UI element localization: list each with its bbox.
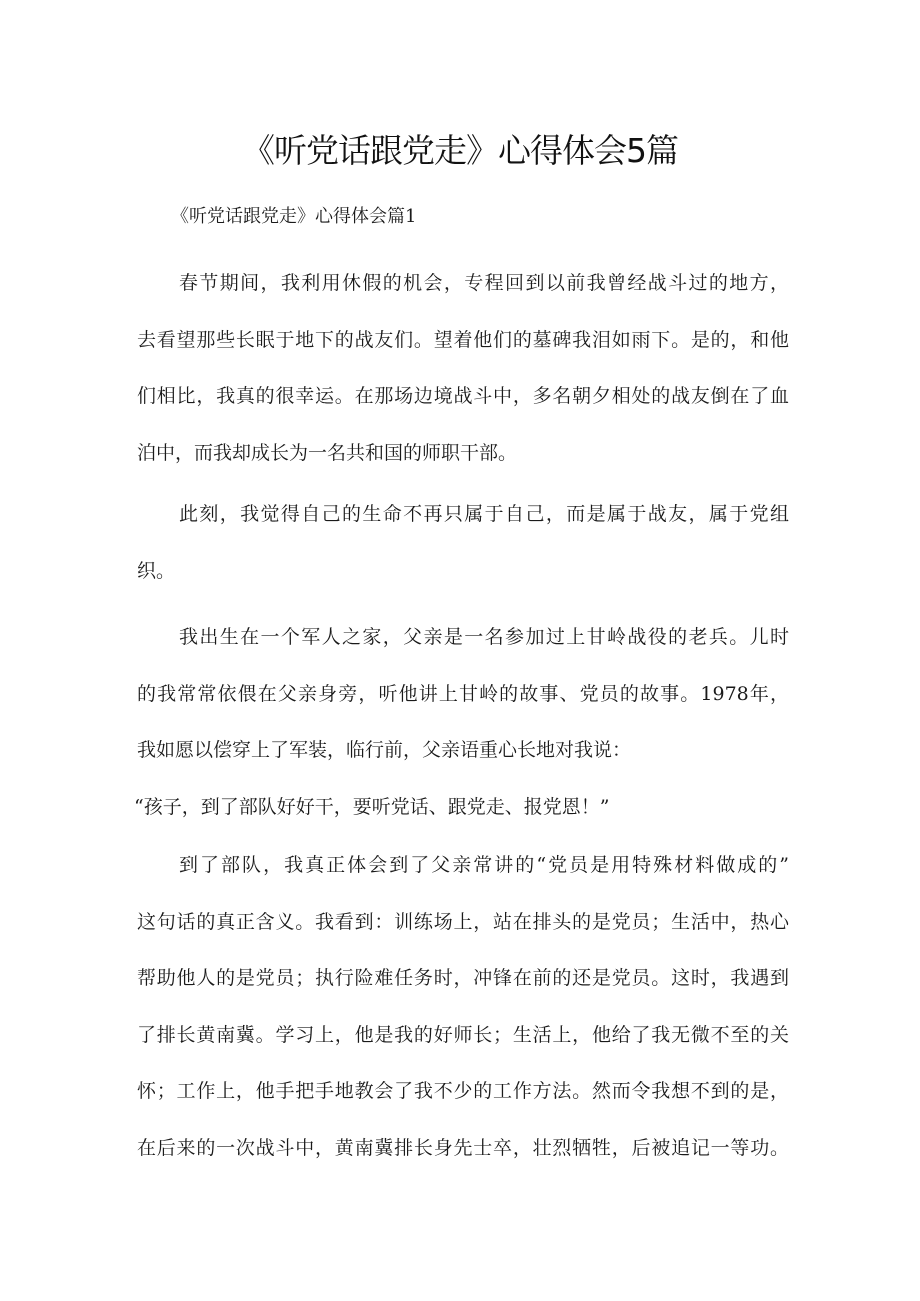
paragraph-line: 去看望那些长眠于地下的战友们。望着他们的墓碑我泪如雨下。是的，和他 (137, 328, 789, 351)
section-heading: 《听党话跟党走》心得体会篇1 (171, 206, 417, 227)
paragraph-line: 我如愿以偿穿上了军装，临行前，父亲语重心长地对我说： (137, 739, 632, 761)
paragraph-1 (137, 255, 789, 481)
paragraph-2 (137, 486, 789, 599)
paragraph-line: 的我常常依偎在父亲身旁，听他讲上甘岭的故事、党员的故事。1978年， (137, 682, 789, 705)
quote-line: “孩子，到了部队好好干，要听党话、跟党走、报党恩！” (134, 795, 610, 818)
paragraph-line: 怀；工作上，他手把手地教会了我不少的工作方法。然而令我想不到的是， (137, 1080, 789, 1102)
paragraph-line: 这句话的真正含义。我看到：训练场上，站在排头的是党员；生活中，热心 (137, 910, 789, 933)
paragraph-line: 了排长黄南冀。学习上，他是我的好师长；生活上，他给了我无微不至的关 (137, 1023, 789, 1046)
paragraph-line: 春节期间，我利用休假的机会，专程回到以前我曾经战斗过的地方， (179, 272, 789, 294)
document-title: 《听党话跟党走》心得体会5篇 (242, 131, 678, 170)
paragraph-4 (137, 837, 789, 1176)
paragraph-line: 到了部队，我真正体会到了父亲常讲的“党员是用特殊材料做成的” (179, 854, 789, 876)
paragraph-line: 们相比，我真的很幸运。在那场边境战斗中，多名朝夕相处的战友倒在了血 (137, 385, 789, 407)
paragraph-line: 我出生在一个军人之家，父亲是一名参加过上甘岭战役的老兵。儿时 (179, 626, 789, 648)
paragraph-3 (134, 609, 789, 835)
paragraph-line: 泊中，而我却成长为一名共和国的师职干部。 (137, 441, 518, 464)
paragraph-line: 织。 (137, 559, 176, 582)
paragraph-line: 此刻，我觉得自己的生命不再只属于自己，而是属于战友，属于党组 (179, 503, 789, 525)
paragraph-line: 帮助他人的是党员；执行险难任务时，冲锋在前的还是党员。这时，我遇到 (137, 967, 789, 989)
paragraph-line: 在后来的一次战斗中，黄南冀排长身先士卒，壮烈牺牲，后被追记一等功。 (137, 1136, 789, 1159)
